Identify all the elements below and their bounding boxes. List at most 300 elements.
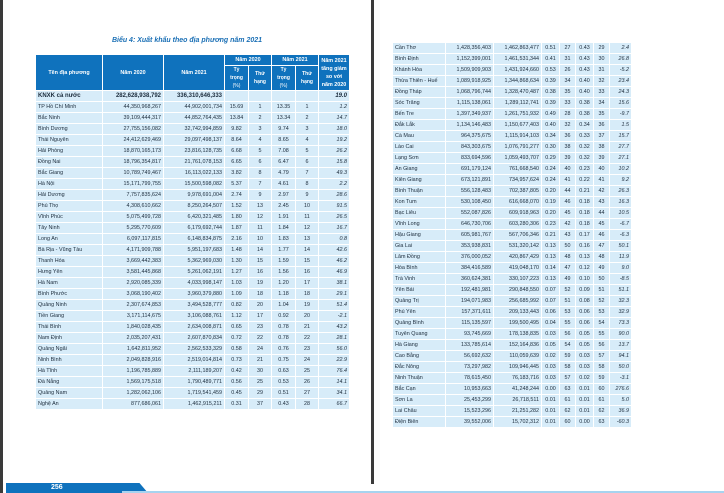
value-2020: 964,375,675: [446, 131, 493, 141]
share-2020: 0.05: [542, 340, 559, 350]
rank-2021: 9: [296, 190, 318, 200]
share-2021: 13.34: [272, 113, 295, 123]
province-name: Thái Bình: [36, 322, 102, 332]
province-name: Gia Lai: [393, 241, 445, 251]
change-percent: 73.3: [610, 318, 631, 328]
share-2020: 1.52: [225, 201, 248, 211]
change-percent: 50.1: [610, 241, 631, 251]
table-row: [36, 256, 349, 266]
value-2021: 44,852,764,435: [164, 113, 224, 123]
rank-2020: 51: [560, 296, 575, 306]
rank-2021: 53: [594, 307, 609, 317]
value-2020: 552,087,826: [446, 208, 493, 218]
rank-2021: 54: [594, 318, 609, 328]
rank-2021: 37: [594, 131, 609, 141]
province-name: Bắc Cạn: [393, 384, 445, 394]
value-2020: 18,870,165,173: [103, 146, 163, 156]
value-2020: 73,297,982: [446, 362, 493, 372]
share-2020: 6.68: [225, 146, 248, 156]
share-2020: 0.01: [542, 417, 559, 427]
value-2020: 5,295,770,609: [103, 223, 163, 233]
value-2020: 1,115,138,061: [446, 98, 493, 108]
value-2021: 1,344,868,634: [494, 76, 541, 86]
page-number: 256: [51, 484, 63, 491]
share-2021: 0.33: [576, 131, 593, 141]
share-2021: 0.38: [576, 98, 593, 108]
share-2020: 0.03: [542, 362, 559, 372]
change-percent: 28.6: [319, 190, 349, 200]
rank-2021: 7: [296, 168, 318, 178]
table-row: [36, 289, 349, 299]
value-2021: 26,718,511: [494, 395, 541, 405]
change-percent: 32.3: [610, 296, 631, 306]
table-row: [36, 212, 349, 222]
table-row: [36, 388, 349, 398]
change-percent: 10.2: [610, 164, 631, 174]
share-2020: 0.14: [542, 263, 559, 273]
rank-2021: 52: [594, 296, 609, 306]
province-name: Bình Dương: [36, 124, 102, 134]
rank-2020: 9: [249, 190, 271, 200]
province-name: Hưng Yên: [36, 267, 102, 277]
rank-2020: 26: [560, 65, 575, 75]
rank-2020: 10: [249, 234, 271, 244]
value-2021: 21,761,078,153: [164, 157, 224, 167]
share-2021: 0.51: [272, 388, 295, 398]
table-row: [36, 311, 349, 321]
table-row: [393, 351, 631, 361]
change-percent: 5.0: [610, 395, 631, 405]
rank-2021: 14: [296, 245, 318, 255]
province-name: Quảng Bình: [393, 318, 445, 328]
table-row: [393, 98, 631, 108]
share-2021: 0.13: [576, 252, 593, 262]
province-name: Cần Thơ: [393, 43, 445, 53]
value-2021: 5,261,062,191: [164, 267, 224, 277]
rank-2020: 31: [560, 54, 575, 64]
value-2020: 877,686,061: [103, 399, 163, 409]
change-percent: 22.9: [319, 355, 349, 365]
share-2020: 0.58: [225, 344, 248, 354]
rank-2021: 16: [296, 267, 318, 277]
value-2021: 199,500,495: [494, 318, 541, 328]
share-2020: 6.65: [225, 157, 248, 167]
table-row: [393, 197, 631, 207]
province-name: Sơn La: [393, 395, 445, 405]
rank-2020: 17: [249, 311, 271, 321]
table-row: [393, 307, 631, 317]
province-name: Hòa Bình: [393, 263, 445, 273]
share-unit: (%): [232, 83, 241, 89]
table-row: [393, 329, 631, 339]
share-2021: 4.79: [272, 168, 295, 178]
table-row: [36, 278, 349, 288]
share-2020: 0.31: [225, 399, 248, 409]
rank-2020: 42: [560, 219, 575, 229]
value-2021: 3,494,528,777: [164, 300, 224, 310]
table-row: [36, 333, 349, 343]
rank-2021: 58: [594, 362, 609, 372]
share-2020: 0.01: [542, 406, 559, 416]
value-2021: 1,790,489,771: [164, 377, 224, 387]
province-name: Yên Bái: [393, 285, 445, 295]
table-row: [36, 300, 349, 310]
share-2020: 0.07: [542, 296, 559, 306]
table-row: [36, 157, 349, 167]
value-2020: 691,179,124: [446, 164, 493, 174]
share-2021: 0.05: [576, 329, 593, 339]
change-percent: 46.9: [319, 267, 349, 277]
rank-2021: 46: [594, 230, 609, 240]
change-percent: -2.1: [319, 311, 349, 321]
value-2021: 1,289,112,741: [494, 98, 541, 108]
rank-2021: 25: [296, 366, 318, 376]
value-2020: 360,624,381: [446, 274, 493, 284]
share-2021: 0.16: [576, 241, 593, 251]
share-2020: 0.23: [542, 219, 559, 229]
rank-2020: 34: [560, 76, 575, 86]
rank-2020: 53: [560, 307, 575, 317]
province-name: Kiên Giang: [393, 175, 445, 185]
rank-2020: 25: [249, 377, 271, 387]
value-2021: 209,133,443: [494, 307, 541, 317]
header-year-2020: Năm 2020: [103, 55, 163, 90]
change-percent: 11.9: [610, 252, 631, 262]
value-2020: 3,068,190,402: [103, 289, 163, 299]
value-2021: 256,685,992: [494, 296, 541, 306]
header-rank-2020: Thứ hạng: [249, 66, 271, 90]
value-2021: 32,742,994,859: [164, 124, 224, 134]
province-name: Nam Định: [36, 333, 102, 343]
share-2021: 0.32: [576, 153, 593, 163]
table-row: [36, 124, 349, 134]
share-2020: 1.03: [225, 278, 248, 288]
share-2021: 0.43: [576, 43, 593, 53]
share-2020: 0.01: [542, 395, 559, 405]
rank-2020: 11: [249, 223, 271, 233]
province-name: Điện Biên: [393, 417, 445, 427]
rank-2020: 59: [560, 351, 575, 361]
rank-2020: 18: [249, 289, 271, 299]
share-2021: 1.56: [272, 267, 295, 277]
change-percent: 38.1: [319, 278, 349, 288]
province-name: Bắc Ninh: [36, 113, 102, 123]
change-percent: 27.7: [610, 142, 631, 152]
province-name: Hà Nội: [36, 179, 102, 189]
value-2020: 5,075,499,728: [103, 212, 163, 222]
province-name: Bắc Giang: [36, 168, 102, 178]
province-name: Ninh Bình: [36, 355, 102, 365]
value-2020: 2,307,674,853: [103, 300, 163, 310]
share-2021: 0.02: [576, 373, 593, 383]
province-name: Hải Dương: [36, 190, 102, 200]
value-2020: 556,128,483: [446, 186, 493, 196]
value-2020: 1,152,399,001: [446, 54, 493, 64]
table-row: [393, 43, 631, 53]
value-2021: 1,076,791,277: [494, 142, 541, 152]
value-2021: 2,607,870,834: [164, 333, 224, 343]
change-percent: 27.1: [610, 153, 631, 163]
value-2021: 609,918,963: [494, 208, 541, 218]
share-2021: 0.22: [576, 175, 593, 185]
rank-2021: 36: [594, 120, 609, 130]
rank-2021: 48: [594, 252, 609, 262]
share-2020: 0.13: [542, 241, 559, 251]
table-row: [393, 219, 631, 229]
table-row: [36, 322, 349, 332]
value-2021: 1,150,677,403: [494, 120, 541, 130]
value-2021: 110,059,639: [494, 351, 541, 361]
province-name: Sóc Trăng: [393, 98, 445, 108]
rank-2020: 62: [560, 406, 575, 416]
value-2021: 5,951,197,683: [164, 245, 224, 255]
value-2020: 2,035,207,431: [103, 333, 163, 343]
rank-2020: 20: [249, 300, 271, 310]
table-row: [393, 76, 631, 86]
value-2021: 41,248,244: [494, 384, 541, 394]
value-2020: 10,953,663: [446, 384, 493, 394]
province-name: Quảng Ngãi: [36, 344, 102, 354]
share-2020: 0.21: [542, 230, 559, 240]
province-name: Nghệ An: [36, 399, 102, 409]
header-share-2021: [272, 66, 295, 90]
value-2021: 9,978,691,004: [164, 190, 224, 200]
rank-2020: 55: [560, 318, 575, 328]
value-2020: 1,509,909,903: [446, 65, 493, 75]
share-2021: 2.97: [272, 190, 295, 200]
rank-2020: 33: [560, 98, 575, 108]
share-2021: 0.08: [576, 296, 593, 306]
rank-2020: 22: [249, 333, 271, 343]
province-name: Phú Yên: [393, 307, 445, 317]
value-2020: 843,303,675: [446, 142, 493, 152]
table-row: [36, 366, 349, 376]
value-2020: 384,416,589: [446, 263, 493, 273]
value-2021: 1,115,914,103: [494, 131, 541, 141]
rank-2021: 42: [594, 186, 609, 196]
share-2021: 0.32: [576, 142, 593, 152]
rank-2020: 52: [560, 285, 575, 295]
rank-2020: 48: [560, 252, 575, 262]
share-2021: 0.05: [576, 340, 593, 350]
value-2021: 567,706,346: [494, 230, 541, 240]
value-2021: 1,462,863,477: [494, 43, 541, 53]
table-row: [36, 201, 349, 211]
value-2021: 6,179,692,744: [164, 223, 224, 233]
value-2021: 6,420,321,485: [164, 212, 224, 222]
change-percent: 2.2: [319, 179, 349, 189]
rank-2020: 13: [249, 201, 271, 211]
province-name: Đồng Tháp: [393, 87, 445, 97]
change-percent: 26.3: [610, 186, 631, 196]
total-empty: [225, 91, 248, 101]
rank-2020: 4: [249, 135, 271, 145]
rank-2021: 31: [594, 65, 609, 75]
value-2021: 4,033,998,147: [164, 278, 224, 288]
province-name: Hà Giang: [393, 340, 445, 350]
rank-2020: 2: [249, 113, 271, 123]
share-2020: 1.30: [225, 256, 248, 266]
rank-2021: 61: [594, 395, 609, 405]
value-2020: 192,481,981: [446, 285, 493, 295]
rank-2021: 63: [594, 417, 609, 427]
table-row: [393, 186, 631, 196]
value-2020: 133,785,614: [446, 340, 493, 350]
share-2021: 0.34: [576, 120, 593, 130]
table-row: [393, 296, 631, 306]
value-2020: 1,089,918,925: [446, 76, 493, 86]
share-2020: 1.87: [225, 223, 248, 233]
rank-2020: 60: [560, 417, 575, 427]
value-2021: 152,164,836: [494, 340, 541, 350]
share-2021: 1.18: [272, 289, 295, 299]
value-2020: 93,745,669: [446, 329, 493, 339]
rank-2020: 30: [249, 366, 271, 376]
share-2021: 13.35: [272, 102, 295, 112]
total-2020: 282,628,938,792: [103, 91, 163, 101]
province-name: Vĩnh Long: [393, 219, 445, 229]
value-2021: 1,059,493,707: [494, 153, 541, 163]
rank-2020: 44: [560, 186, 575, 196]
province-name: An Giang: [393, 164, 445, 174]
province-name: Lai Châu: [393, 406, 445, 416]
change-percent: 26.5: [319, 212, 349, 222]
rank-2020: 35: [560, 87, 575, 97]
rank-2021: 10: [296, 201, 318, 211]
share-2020: 0.39: [542, 98, 559, 108]
total-empty: [249, 91, 271, 101]
table-row: [393, 65, 631, 75]
rank-2020: 1: [249, 102, 271, 112]
province-name: Đắk Lắk: [393, 120, 445, 130]
share-2021: 1.83: [272, 234, 295, 244]
value-2020: 353,938,831: [446, 241, 493, 251]
province-name: TP Hồ Chí Minh: [36, 102, 102, 112]
total-empty: [272, 91, 295, 101]
rank-2021: 45: [594, 219, 609, 229]
rank-2020: 47: [560, 263, 575, 273]
province-name: Quảng Ninh: [36, 300, 102, 310]
value-2020: 78,615,450: [446, 373, 493, 383]
province-name: Kon Tum: [393, 197, 445, 207]
rank-2021: 17: [296, 278, 318, 288]
share-2021: 0.10: [576, 274, 593, 284]
header-group-2021: Năm 2021: [272, 55, 318, 65]
rank-2021: 33: [594, 87, 609, 97]
province-name: Thái Nguyên: [36, 135, 102, 145]
share-2021: 1.59: [272, 256, 295, 266]
rank-2021: 41: [594, 175, 609, 185]
value-2020: 27,755,156,082: [103, 124, 163, 134]
share-2020: 0.53: [542, 65, 559, 75]
share-2020: 0.82: [225, 300, 248, 310]
share-2021: 0.00: [576, 417, 593, 427]
share-2020: 3.82: [225, 168, 248, 178]
change-percent: 43.2: [319, 322, 349, 332]
rank-2020: 3: [249, 124, 271, 134]
change-percent: 76.4: [319, 366, 349, 376]
value-2021: 76,183,716: [494, 373, 541, 383]
value-2021: 761,668,540: [494, 164, 541, 174]
province-name: Quảng Nam: [36, 388, 102, 398]
value-2021: 290,848,550: [494, 285, 541, 295]
share-label: Tỷ trọng: [230, 67, 243, 81]
share-2020: 13.84: [225, 113, 248, 123]
share-2020: 0.38: [542, 87, 559, 97]
share-2020: 0.04: [542, 318, 559, 328]
table-row: [36, 179, 349, 189]
rank-2020: 7: [249, 179, 271, 189]
value-2020: 7,757,835,624: [103, 190, 163, 200]
province-name: Trà Vinh: [393, 274, 445, 284]
change-percent: 42.6: [319, 245, 349, 255]
value-2020: 25,453,299: [446, 395, 493, 405]
value-2021: 23,816,128,735: [164, 146, 224, 156]
share-2021: 1.84: [272, 223, 295, 233]
change-percent: 50.0: [610, 362, 631, 372]
rank-2021: 55: [594, 329, 609, 339]
province-name: Bà Rịa - Vũng Tàu: [36, 245, 102, 255]
rank-2021: 56: [594, 340, 609, 350]
change-percent: 19.2: [319, 135, 349, 145]
value-2020: 1,428,356,403: [446, 43, 493, 53]
change-percent: 90.0: [610, 329, 631, 339]
table-row: [393, 241, 631, 251]
share-2021: 0.06: [576, 318, 593, 328]
share-2021: 0.01: [576, 395, 593, 405]
share-2020: 0.06: [542, 307, 559, 317]
province-name: Tiền Giang: [36, 311, 102, 321]
rank-2020: 40: [560, 164, 575, 174]
rank-2020: 50: [560, 241, 575, 251]
province-name: Cao Bằng: [393, 351, 445, 361]
change-percent: 2.4: [610, 43, 631, 53]
rank-2021: 59: [594, 373, 609, 383]
table-row: [393, 109, 631, 119]
value-2021: 531,320,142: [494, 241, 541, 251]
rank-2020: 39: [560, 153, 575, 163]
share-2021: 0.01: [576, 406, 593, 416]
value-2020: 4,308,610,662: [103, 201, 163, 211]
table-row: [36, 168, 349, 178]
table-row: [393, 54, 631, 64]
share-2020: 0.30: [542, 142, 559, 152]
rank-2021: 1: [296, 102, 318, 112]
value-2020: 530,108,450: [446, 197, 493, 207]
share-2021: 0.78: [272, 333, 295, 343]
value-2020: 157,371,611: [446, 307, 493, 317]
table-row: [36, 377, 349, 387]
rank-2021: 2: [296, 113, 318, 123]
share-2021: 0.76: [272, 344, 295, 354]
table-body-right: [393, 43, 631, 427]
share-2020: 0.13: [542, 252, 559, 262]
share-2021: 0.09: [576, 285, 593, 295]
province-name: Bình Phước: [36, 289, 102, 299]
change-percent: 18.0: [319, 124, 349, 134]
share-2021: 0.40: [576, 87, 593, 97]
change-percent: 15.8: [319, 157, 349, 167]
table-row: [393, 164, 631, 174]
province-name: Bạc Liêu: [393, 208, 445, 218]
change-percent: 32.9: [610, 307, 631, 317]
value-2021: 6,148,834,875: [164, 234, 224, 244]
change-percent: 15.7: [610, 131, 631, 141]
value-2021: 420,867,429: [494, 252, 541, 262]
share-2021: 6.47: [272, 157, 295, 167]
value-2021: 15,702,312: [494, 417, 541, 427]
rank-2020: 12: [249, 212, 271, 222]
